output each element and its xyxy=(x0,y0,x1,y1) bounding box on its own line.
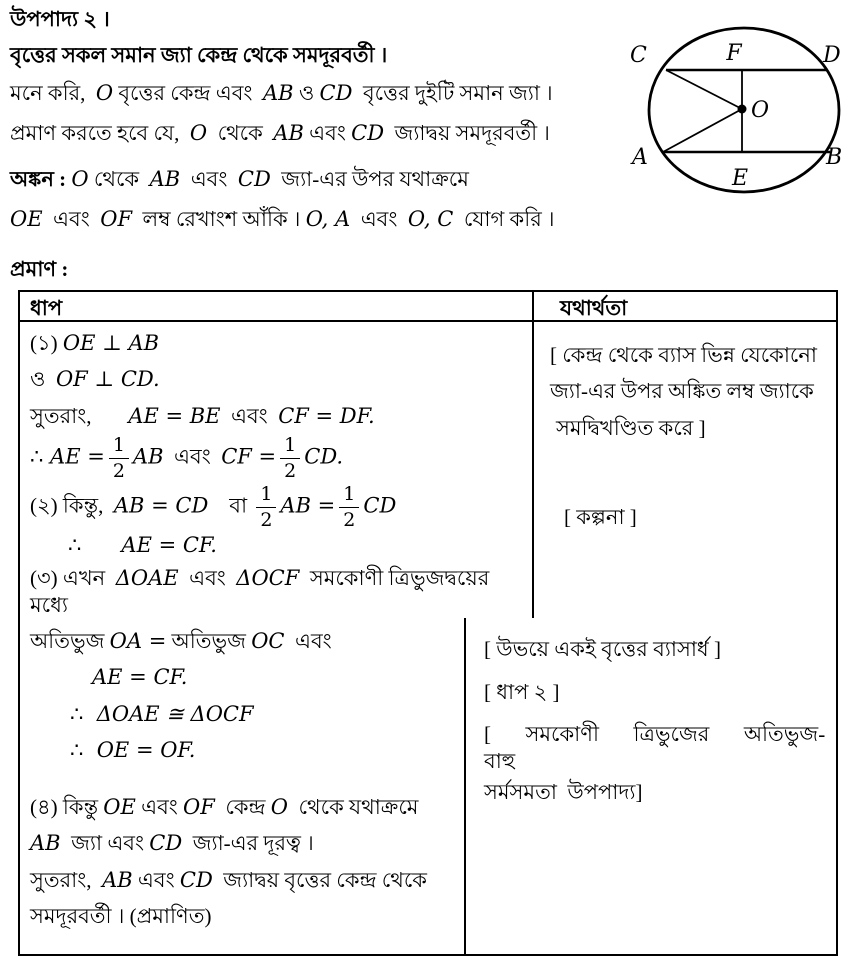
label-d: D xyxy=(823,43,841,68)
proof-step-line: সুতরাং, AE = BE এবং CF = DF. xyxy=(30,403,375,428)
proof-step-line: ∴ AE = $\frac{1}{2}$ AB এবং CF = $\frac{1}{2}$ CD. xyxy=(30,433,344,482)
proof-step-line: (১) OE ⊥ AB xyxy=(30,331,160,355)
proof-step-line: অতিভুজ OA = অতিভুজ OC এবং xyxy=(30,629,332,653)
justification-line: [ ধাপ ২ ] xyxy=(484,680,560,705)
proof-step-line: ∴ AE = CF. xyxy=(68,532,217,557)
table-body-upper xyxy=(20,322,836,618)
label-f: F xyxy=(726,41,742,66)
justification-line: জ্যা-এর উপর অঙ্কিত লম্ব জ্যাকে xyxy=(550,379,814,404)
label-o: O xyxy=(751,98,770,123)
segment-oa xyxy=(663,109,742,152)
justification-line: [ কেন্দ্র থেকে ব্যাস ভিন্ন যেকোনো xyxy=(550,343,817,367)
segment-oc xyxy=(666,70,742,109)
column-header-justification: যথার্থতা xyxy=(560,296,628,320)
label-e: E xyxy=(731,166,749,191)
to-prove-line: প্রমাণ করতে হবে যে, O থেকে AB এবং CD জ্যাদ্বয় সমদূরবর্তী । xyxy=(10,121,550,145)
assumption-line: মনে করি, O বৃত্তের কেন্দ্র এবং AB ও CD বৃত্তের দুইটি সমান জ্যা । xyxy=(10,81,553,105)
label-a: A xyxy=(632,145,648,170)
proof-table xyxy=(18,290,838,956)
justification-line: সর্মসমতা উপপাদ্য] xyxy=(484,780,643,805)
justification-cell-upper xyxy=(534,322,836,618)
steps-cell-upper xyxy=(20,322,534,618)
proof-step-line: (২) কিন্তু, AB = CD বা $\frac{1}{2}$ AB = $\frac{1}{2}$ CD xyxy=(30,482,397,531)
proof-step-line: ও OF ⊥ CD. xyxy=(30,367,160,392)
table-body-lower xyxy=(20,618,836,954)
theorem-statement: বৃত্তের সকল সমান জ্যা কেন্দ্র থেকে সমদূরবর্তী । xyxy=(10,43,388,67)
proof-step-line: সুতরাং, AB এবং CD জ্যাদ্বয় বৃত্তের কেন্দ্র থেকে xyxy=(30,867,427,892)
construction-line-1: অঙ্কন : O থেকে AB এবং CD জ্যা-এর উপর যথাক্রমে xyxy=(10,167,469,191)
justification-cell-lower xyxy=(466,618,836,954)
proof-step-line: ∴ OE = OF. xyxy=(70,737,196,762)
column-header-step: ধাপ xyxy=(20,292,534,327)
circle-diagram xyxy=(620,12,852,210)
steps-cell-lower xyxy=(20,618,466,954)
justification-line: সমদ্বিখণ্ডিত করে ] xyxy=(556,415,706,440)
construction-line-2: OE এবং OF লম্ব রেখাংশ আঁকি । O, A এবং O, C যোগ করি । xyxy=(10,207,555,231)
proof-step-line: AE = CF. xyxy=(92,665,188,690)
table-header-row xyxy=(20,292,836,322)
proof-step-line: (৪) কিন্তু OE এবং OF কেন্দ্র O থেকে যথাক্রমে xyxy=(30,795,419,820)
proof-step-line: (৩) এখন ΔOAE এবং ΔOCF সমকোণী ত্রিভুজদ্বয়ের মধ্যে xyxy=(30,566,495,618)
proof-label: প্রমাণ : xyxy=(10,257,69,281)
proof-step-line: ∴ ΔOAE ≅ ΔOCF xyxy=(70,701,254,726)
justification-line: [ উভয়ে একই বৃত্তের ব্যাসার্ধ ] xyxy=(484,637,721,661)
proof-step-line: AB জ্যা এবং CD জ্যা-এর দূরত্ব । xyxy=(30,831,314,856)
center-dot xyxy=(738,105,747,114)
theorem-number: উপপাদ্য ২ । xyxy=(10,7,110,31)
proof-step-line: সমদূরবর্তী । (প্রমাণিত) xyxy=(30,904,212,929)
justification-line: [ সমকোণী ত্রিভুজের অতিভুজ-বাহু xyxy=(484,721,826,773)
label-c: C xyxy=(630,43,647,68)
justification-line: [ কল্পনা ] xyxy=(564,504,637,529)
label-b: B xyxy=(826,145,843,170)
